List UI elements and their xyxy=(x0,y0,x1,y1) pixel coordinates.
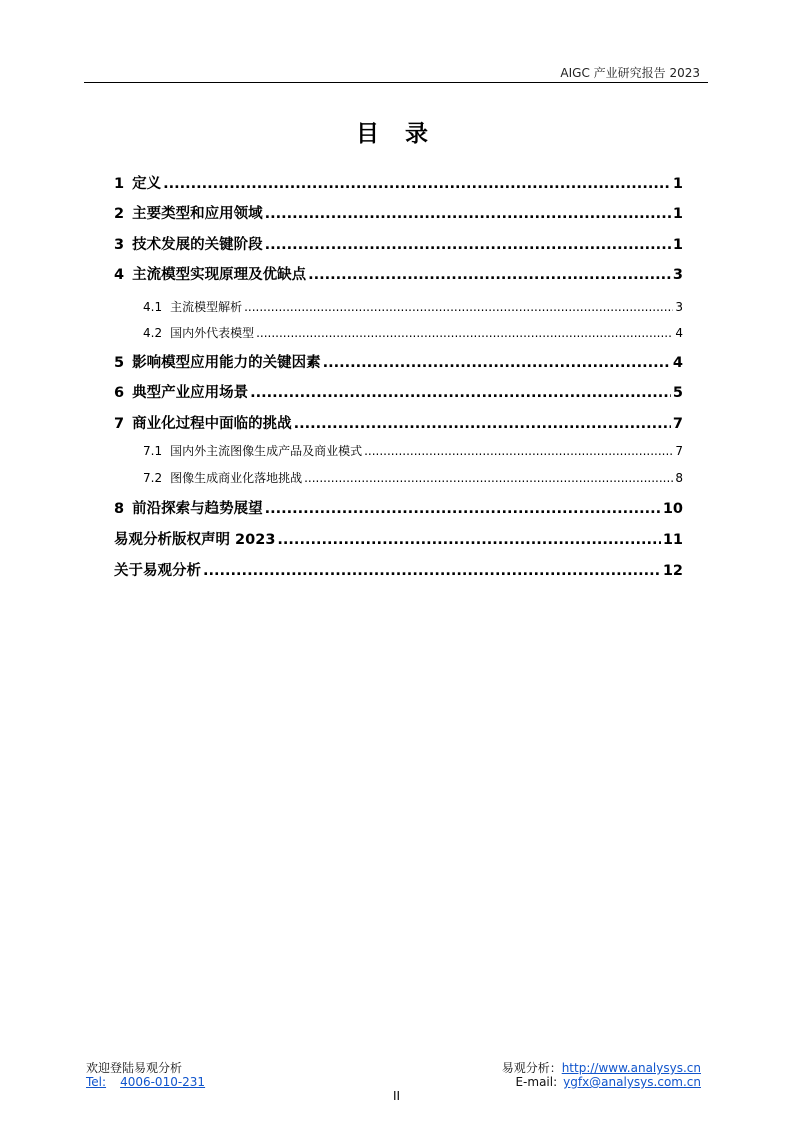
toc-entry-title: 国内外代表模型 xyxy=(170,326,255,340)
toc-entry-page: 4 xyxy=(672,355,683,371)
toc-leader-dots xyxy=(308,267,671,283)
toc-entry-page: 12 xyxy=(662,563,683,579)
toc-entry-number: 2 xyxy=(114,206,125,222)
toc-entry[interactable] xyxy=(114,528,683,549)
toc-entry-number: 3 xyxy=(114,237,125,253)
toc-entry-title: 技术发展的关键阶段 xyxy=(132,237,263,253)
report-header-title: AIGC 产业研究报告 2023 xyxy=(560,66,700,80)
header-divider xyxy=(84,82,708,83)
toc-entry-number: 5 xyxy=(114,355,125,371)
toc-leader-dots xyxy=(323,355,671,371)
toc-entry-page: 8 xyxy=(675,471,683,485)
toc-leader-dots xyxy=(304,471,673,485)
toc-entry-page: 4 xyxy=(675,326,683,340)
toc-entry-number: 4.2 xyxy=(143,326,163,340)
toc-entry-title: 前沿探索与趋势展望 xyxy=(132,501,263,517)
toc-leader-dots xyxy=(265,501,661,517)
toc-entry-number: 4 xyxy=(114,267,125,283)
toc-entry-page: 1 xyxy=(672,206,683,222)
toc-leader-dots xyxy=(244,300,673,314)
site-link[interactable]: http://www.analysys.cn xyxy=(561,1061,701,1075)
toc-entry-number: 6 xyxy=(114,385,125,401)
toc-entry[interactable] xyxy=(114,559,683,580)
toc-entry-title: 影响模型应用能力的关键因素 xyxy=(132,355,321,371)
toc-entry[interactable] xyxy=(114,351,683,372)
toc-entry[interactable] xyxy=(114,324,683,341)
tel-number[interactable]: 4006-010-231 xyxy=(120,1075,206,1089)
toc-leader-dots xyxy=(163,176,671,192)
toc-entry-page: 5 xyxy=(672,385,683,401)
toc-entry-title: 国内外主流图像生成产品及商业模式 xyxy=(170,444,363,458)
toc-entry-number: 7 xyxy=(114,416,125,432)
toc-entry-page: 1 xyxy=(672,237,683,253)
toc-title: 目 录 xyxy=(355,121,437,147)
toc-entry[interactable] xyxy=(114,469,683,486)
toc-entry[interactable] xyxy=(114,497,683,518)
toc-entry-page: 10 xyxy=(662,501,683,517)
email-link[interactable]: ygfx@analysys.com.cn xyxy=(563,1075,701,1089)
toc-leader-dots xyxy=(277,532,660,548)
toc-entry-title: 关于易观分析 xyxy=(114,563,201,579)
toc-entry[interactable] xyxy=(114,172,683,193)
toc-entry-page: 1 xyxy=(672,176,683,192)
toc-entry-title: 商业化过程中面临的挑战 xyxy=(132,416,292,432)
toc-entry-number: 8 xyxy=(114,501,125,517)
toc-entry[interactable] xyxy=(114,412,683,433)
toc-entry-page: 3 xyxy=(675,300,683,314)
toc-entry[interactable] xyxy=(114,263,683,284)
toc-entry-page: 7 xyxy=(675,444,683,458)
tel-label[interactable]: Tel: xyxy=(86,1075,107,1089)
page-number: II xyxy=(392,1089,401,1103)
toc-entry-title: 主流模型解析 xyxy=(170,300,243,314)
toc-entry-page: 7 xyxy=(672,416,683,432)
footer-email xyxy=(515,1075,701,1089)
site-label: 易观分析： xyxy=(501,1061,562,1075)
toc-entry-title: 典型产业应用场景 xyxy=(132,385,249,401)
toc-entry-page: 3 xyxy=(672,267,683,283)
toc-entry-number: 1 xyxy=(114,176,125,192)
toc-entry[interactable] xyxy=(114,202,683,223)
footer-site xyxy=(502,1059,701,1076)
toc-entry-title: 图像生成商业化落地挑战 xyxy=(170,471,303,485)
toc-leader-dots xyxy=(203,563,661,579)
footer-tel[interactable] xyxy=(86,1075,205,1089)
toc-entry-title: 易观分析版权声明 2023 xyxy=(114,532,276,548)
toc-leader-dots xyxy=(256,326,673,340)
toc-entry-title: 主要类型和应用领域 xyxy=(132,206,263,222)
toc-entry-number: 7.1 xyxy=(143,444,163,458)
toc-entry[interactable] xyxy=(114,233,683,254)
toc-entry-number: 7.2 xyxy=(143,471,163,485)
toc-entry-number: 4.1 xyxy=(143,300,163,314)
toc-entry-title: 主流模型实现原理及优缺点 xyxy=(132,267,307,283)
footer-welcome: 欢迎登陆易观分析 xyxy=(86,1061,183,1075)
toc-leader-dots xyxy=(364,444,673,458)
toc-leader-dots xyxy=(250,385,671,401)
toc-leader-dots xyxy=(265,237,671,253)
email-label: E-mail: xyxy=(515,1075,558,1089)
toc-entry-title: 定义 xyxy=(132,176,162,192)
toc-entry[interactable] xyxy=(114,381,683,402)
toc-entry[interactable] xyxy=(114,298,683,315)
toc-entry[interactable] xyxy=(114,442,683,459)
toc-leader-dots xyxy=(294,416,671,432)
toc-entry-page: 11 xyxy=(662,532,683,548)
toc-leader-dots xyxy=(265,206,671,222)
